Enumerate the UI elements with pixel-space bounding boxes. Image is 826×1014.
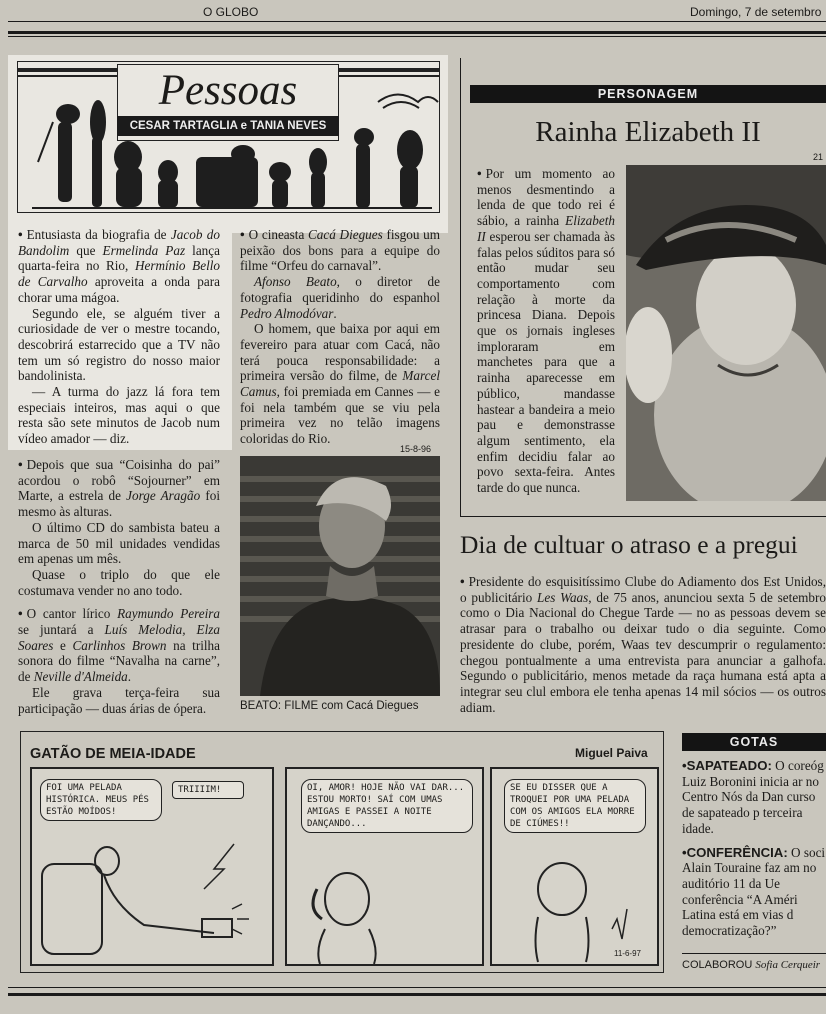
- text-span: que: [69, 242, 103, 258]
- text-span: .: [127, 669, 132, 685]
- column-1: [18, 227, 220, 447]
- text-span: foi mesmo às alturas.: [18, 488, 220, 520]
- coisinha-p2: O último CD do sambista bateu a marca de 50 mil unidades vendidas em apenas um mês.: [18, 519, 220, 567]
- bubble-1: FOI UMA PELADA HISTÓRICA. MEUS PÉS ESTÃO MOÍDOS!: [40, 779, 162, 821]
- text-span: O coreóg Luiz Boronini inicia ar no Centro Nós da Dan curso de sapateado p terceira idade.: [682, 758, 824, 836]
- personagem-text: • Por um momento ao menos desmentindo a lenda de que todo rei é sábio, a rainha Elizabeth II esperou ser chamada às falas pelos súditos para só então mudar seu comportamento com relação à morte da princesa Diana. Depois que os jornais ingleses imploraram em manchetes para que a rainha aparecesse em público, mandasse hastear a bandeira a meio pau e demonstrasse algum sentimento, ela enfim decidiu falar ao povo sexta-feira. Antes tarde do que nunca.: [477, 166, 615, 496]
- text-span: se juntará a: [18, 622, 105, 638]
- person-name: Les Waas: [537, 589, 589, 605]
- header-rule: [8, 21, 826, 22]
- person-name: Carlinhos Brown: [72, 637, 167, 653]
- personagem-bottom-rule: [460, 516, 826, 517]
- text-span: O cineasta: [248, 227, 309, 242]
- lirico-p1: • O cantor lírico Raymundo Pereira se juntará a Luís Melodia, Elza Soares e Carlinhos Brown na trilha sonora do filme “Navalha na carne”, de Neville d'Almeida.: [18, 606, 221, 685]
- bottom-rule-thin: [8, 987, 826, 988]
- comic-title: GATÃO DE MEIA-IDADE: [30, 746, 196, 762]
- column-2: [240, 227, 440, 447]
- text-span: fisgou um peixão dos bons para a equipe do filme “Orfeu do carnaval”.: [240, 227, 440, 274]
- text-span: Depois que sua “Coisinha do pai” acordou o robô “Sojourner” em Marte, a estrela de: [18, 457, 220, 504]
- gotas-text: [682, 758, 826, 939]
- comic-signature: 11-6-97: [614, 949, 641, 958]
- person-name: Jorge Aragão: [126, 488, 201, 504]
- text-span: O soci Alain Touraine faz am no auditório 11 da Ue conferência “A Améri Latina está em vias d democratização?”: [682, 844, 826, 939]
- person-name: Raymundo Pereira: [117, 606, 220, 622]
- atraso-title: Dia de cultuar o atraso e a pregui: [460, 530, 798, 559]
- person-name: Ermelinda Paz: [102, 242, 186, 258]
- person-name: Marcel Camus: [240, 368, 440, 400]
- text-span: Por um momento ao menos desmentindo a lenda de que todo rei é sábio, a rainha: [477, 166, 615, 229]
- person-name: Hermínio Bello de Carvalho: [18, 258, 220, 290]
- pessoas-authors: CESAR TARTAGLIA e TANIA NEVES: [117, 116, 339, 136]
- jacob-p2: Segundo ele, se alguém tiver a curiosidade de ver o mestre tocando, descobrirá estarrecido que a TV não tem um só registro do nosso maior bandolinista.: [18, 305, 220, 384]
- gotas-label: GOTAS: [682, 733, 826, 751]
- text-span: esperou ser chamada às falas pelos súditos para só então mudar seu comportamento com relação à morte da princesa Diana. Depois que os jornais ingleses imploraram em manchetes para que a rainha aparecesse em público, mandasse hastear a bandeira a meio pau e demonstrasse algum sentimento, ela enfim decidiu falar ao povo sexta-feira. Antes tarde do que nunca.: [477, 228, 615, 496]
- caca-p1: • O cineasta Cacá Diegues fisgou um peixão dos bons para a equipe do filme “Orfeu do carnaval”.: [240, 227, 440, 274]
- pessoas-title: Pessoas: [158, 67, 298, 114]
- text-span: e: [53, 637, 73, 653]
- text-span: Presidente do esquisitíssimo Clube do Adiamento dos Est Unidos, o publicitário: [460, 574, 826, 605]
- person-name: Luís Melodia, Elza Soares: [18, 622, 220, 653]
- bubble-2: TRIIIIM!: [172, 781, 244, 799]
- text-span: Entusiasta da biografia de: [26, 227, 171, 242]
- text-span: , o diretor de fotografia queridinho do espanhol: [240, 274, 440, 305]
- text-span: , foi premiada em Cannes — e foi nela também que se viu pela primeira vez no telão imagens coloridas do Rio.: [240, 384, 440, 447]
- gotas-head: CONFERÊNCIA:: [686, 844, 788, 860]
- beato-photo-date: 15-8-96: [400, 444, 432, 454]
- page-date: Domingo, 7 de setembro: [690, 5, 822, 19]
- queen-photo-date: 21: [813, 152, 824, 162]
- person-name: Pedro Almodóvar: [240, 305, 334, 321]
- top-rule-thin: [8, 36, 826, 37]
- person-name: Jacob do Bandolim: [18, 227, 220, 258]
- person-name: Afonso Beato: [254, 274, 337, 290]
- person-name: Elizabeth II: [477, 213, 615, 244]
- personagem-left-rule: [460, 58, 461, 516]
- beato-photo: [240, 456, 440, 696]
- lirico-p2: Ele grava terça-feira sua participação — duas árias de ópera.: [18, 684, 220, 716]
- caca-p3: [240, 321, 440, 447]
- comic-author: Miguel Paiva: [575, 746, 648, 760]
- personagem-label: PERSONAGEM: [470, 85, 826, 103]
- top-rule-thick: [8, 31, 826, 34]
- credit-label: COLABOROU: [682, 959, 756, 971]
- text-span: .: [333, 305, 337, 321]
- gotas-credit-rule: [682, 953, 826, 954]
- beato-portrait: [240, 456, 440, 696]
- column-1-lower: [18, 457, 220, 716]
- atraso-text: • Presidente do esquisitíssimo Clube do Adiamento dos Est Unidos, o publicitário Les Waas, de 75 anos, anunciou sexta 5 de setembro como o Dia Nacional do Chegue Tarde — no as pessoas devem se atrasar para o trabalho ou deixar tudo o dia seguinte. Como presidente do clube, porém, Waas tev descumprir o regulamento: chegou pontualmente a uma entrevista para anunciar a galhofa. Segundo o publicitário, menos metade da raça humana está apta a integrar seu clul embora ele tenha apenas 14 mil sócios — os outros adiam.: [460, 574, 826, 715]
- text-span: aproveita a onda para chorar uma mágoa.: [18, 274, 220, 305]
- personagem-title: Rainha Elizabeth II: [535, 116, 761, 148]
- text-span: O cantor lírico: [26, 606, 118, 622]
- bottom-rule-thick: [8, 993, 826, 996]
- bubble-3: OI, AMOR! HOJE NÃO VAI DAR... ESTOU MORTO! SAÍ COM UMAS AMIGAS E PASSEI A NOITE DANÇANDO...: [301, 779, 473, 833]
- newspaper-name: O GLOBO: [203, 5, 259, 19]
- gotas-item-1: •SAPATEADO: O coreóg Luiz Boronini inicia ar no Centro Nós da Dan curso de sapateado p terceira idade.: [682, 758, 824, 836]
- queen-photo: [626, 165, 826, 501]
- person-name: Cacá Diegues: [308, 227, 383, 242]
- text-span: na trilha sonora do filme “Navalha na carne”, de: [18, 637, 221, 685]
- jacob-p3: — A turma do jazz lá fora tem especiais inteiros, mas aqui o que resta são sete minutos de Jacob num vídeo amador — diz.: [18, 384, 220, 447]
- pessoas-header: [17, 61, 440, 213]
- beato-photo-caption: BEATO: FILME com Cacá Diegues: [240, 700, 419, 712]
- coisinha-p3: Quase o triplo do que ele costumava vender no ano todo.: [18, 566, 220, 598]
- bubble-4: SE EU DISSER QUE A TROQUEI POR UMA PELADA COM OS AMIGOS ELA MORRE DE CIÚMES!!: [504, 779, 646, 833]
- gotas-item-2: •CONFERÊNCIA: O soci Alain Touraine faz am no auditório 11 da Ue conferência “A Améri Latina está em vias d democratização?”: [682, 844, 826, 939]
- coisinha-p1: • Depois que sua “Coisinha do pai” acordou o robô “Sojourner” em Marte, a estrela de Jorge Aragão foi mesmo às alturas.: [18, 457, 220, 520]
- comic-panel-3: [490, 767, 659, 966]
- comic-panel-2: [285, 767, 484, 966]
- comic-panel-1: [30, 767, 274, 966]
- text-span: lança quarta-feira no Rio,: [18, 242, 220, 274]
- gotas-credit: [682, 958, 826, 971]
- credit-name: Sofia Cerqueir: [755, 959, 821, 971]
- person-name: Neville d'Almeida: [33, 669, 128, 685]
- jacob-p1: • Entusiasta da biografia de Jacob do Bandolim que Ermelinda Paz lança quarta-feira no Rio, Hermínio Bello de Carvalho aproveita a onda para chorar uma mágoa.: [18, 227, 220, 305]
- caca-p2: [240, 274, 440, 321]
- text-span: , de 75 anos, anunciou sexta 5 de setembro como o Dia Nacional do Chegue Tarde — no as pessoas devem se atrasar para o trabalho ou deixar tudo o dia seguinte. Como presidente do clube, porém, Waas tev descumprir o regulamento: chegou pontualmente a uma entrevista para anunciar a galhofa. Segundo o publicitário, menos metade da raça humana está apta a integrar seu clul embora ele tenha apenas 14 mil sócios — os outros adiam.: [460, 589, 826, 715]
- queen-portrait: [626, 165, 826, 501]
- text-span: O homem, que baixa por aqui em fevereiro para atuar com Cacá, não terá pouca responsabilidade: a primeira versão do filme, de: [240, 321, 440, 384]
- gotas-head: SAPATEADO:: [686, 758, 772, 773]
